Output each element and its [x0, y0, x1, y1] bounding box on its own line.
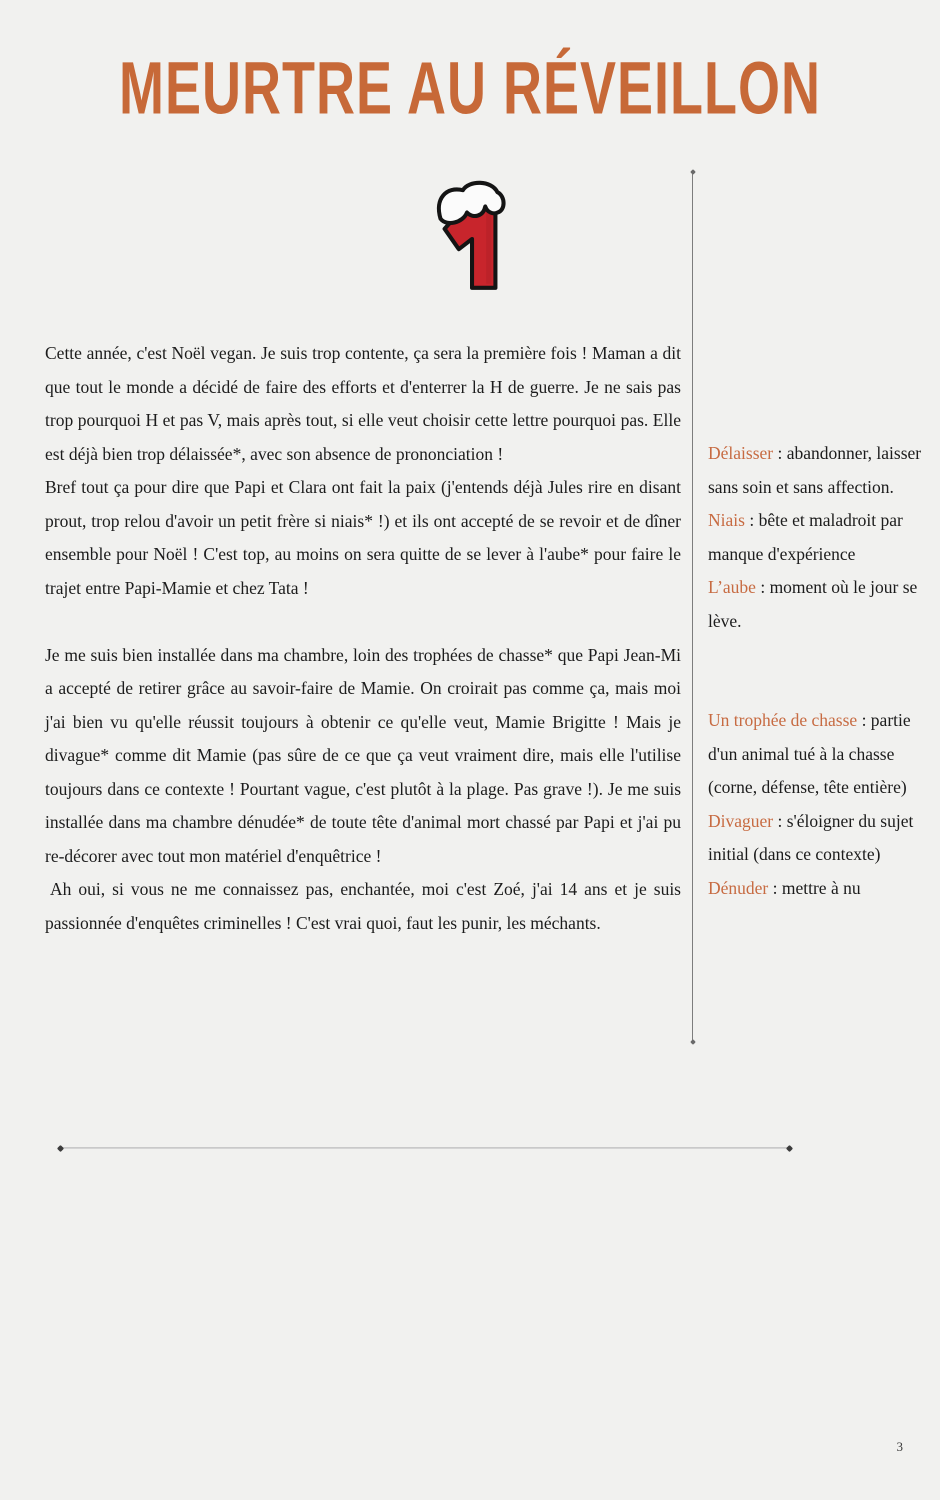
glossary-term: L’aube — [708, 577, 756, 597]
divider-endpoint-icon — [690, 1039, 696, 1045]
glossary-term: Niais — [708, 510, 745, 530]
vertical-divider — [692, 172, 693, 1042]
glossary-term: Délaisser — [708, 443, 774, 463]
glossary-entry — [708, 805, 926, 872]
glossary-sidebar-group-2 — [708, 704, 926, 905]
glossary-entry — [708, 571, 926, 638]
glossary-term: Divaguer — [708, 810, 774, 831]
paragraph-3: Je me suis bien installée dans ma chambre, loin des trophées de chasse* que Papi Jean-Mi a accepté de retirer grâce au savoir-faire de Mamie. On croirait pas comme ça, mais moi j'ai bien vu qu'elle réussit toujours à obtenir ce qu'elle veut, Mamie Brigitte ! Mais je divague* comme dit Mamie (pas sûre de ce que ça veut vraiment dire, mais elle l'utilise toujours dans ce contexte ! Pourtant vague, c'est plutôt à la plage. Pas grave !). Je me suis installée dans ma chambre dénudée* de toute tête d'animal mort chassé par Papi et j'ai pu re-décorer avec tout mon matériel d'enquêtrice ! — [45, 644, 681, 866]
glossary-definition: : mettre à nu — [768, 877, 861, 898]
glossary-definition: : moment où le jour se lève. — [708, 577, 918, 631]
glossary-entry — [708, 872, 926, 906]
glossary-sidebar-group-1 — [708, 437, 926, 638]
snowy-one-icon — [429, 178, 511, 298]
glossary-definition: : partie d'un animal tué à la chasse (corne, défense, tête entière) — [708, 710, 911, 797]
chapter-number-graphic — [0, 178, 940, 298]
story-text — [45, 337, 681, 940]
horizontal-divider — [60, 1147, 790, 1149]
divider-endpoint-icon — [786, 1144, 793, 1151]
glossary-entry — [708, 504, 926, 571]
page-number: 3 — [896, 1439, 903, 1454]
glossary-definition: : abandonner, laisser sans soin et sans affection. — [708, 443, 922, 497]
paragraph-2: Bref tout ça pour dire que Papi et Clara ont fait la paix (j'entends déjà Jules rire en disant prout, trop relou d'avoir un petit frère si niais* !) et ils ont accepté de se revoir et de dîner ensemble pour Noël ! C'est top, au moins on sera quitte de se lever à l'aube* pour faire le trajet entre Papi-Mamie et chez Tata ! — [45, 477, 681, 598]
glossary-term: Un trophée de chasse — [708, 710, 858, 730]
paragraph-1: Cette année, c'est Noël vegan. Je suis trop contente, ça sera la première fois ! Maman a dit que tout le monde a décidé de faire des efforts et d'enterrer la H de guerre. Je ne sais pas trop pourquoi H et pas V, mais après tout, si elle veut choisir cette lettre pourquoi pas. Elle est déjà bien trop délaissée*, avec son absence de prononciation ! — [45, 343, 681, 464]
glossary-definition: : bête et maladroit par manque d'expérience — [708, 510, 903, 564]
page-title: MEURTRE AU RÉVEILLON — [118, 47, 821, 131]
divider-endpoint-icon — [690, 169, 696, 175]
glossary-definition: : s'éloigner du sujet initial (dans ce contexte) — [708, 810, 914, 864]
glossary-entry — [708, 704, 926, 805]
glossary-term: Dénuder — [708, 877, 769, 898]
glossary-entry — [708, 437, 926, 504]
paragraph-4: Ah oui, si vous ne me connaissez pas, enchantée, moi c'est Zoé, j'ai 14 ans et je suis passionnée d'enquêtes criminelles ! C'est vrai quoi, faut les punir, les méchants. — [45, 879, 681, 933]
divider-endpoint-icon — [57, 1144, 64, 1151]
